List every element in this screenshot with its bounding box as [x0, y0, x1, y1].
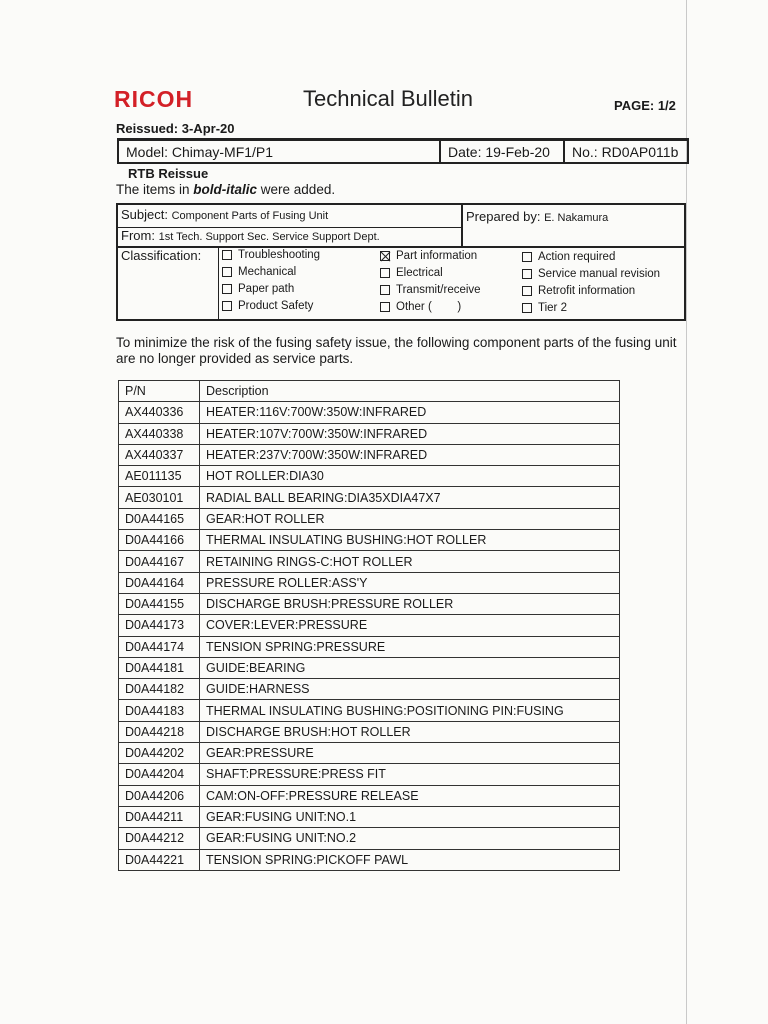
table-row [119, 466, 620, 487]
table-row [119, 806, 620, 827]
checkbox-label: Electrical [396, 267, 443, 279]
checked-box-icon [380, 251, 390, 261]
prepared-value: E. Nakamura [544, 212, 609, 224]
part-number-cell: D0A44182 [119, 679, 200, 700]
table-row [119, 828, 620, 849]
table-row [119, 572, 620, 593]
subject-value: Component Parts of Fusing Unit [171, 210, 329, 222]
note-prefix: The items in [116, 182, 194, 197]
checkbox-paper-path[interactable] [222, 283, 294, 295]
divider [461, 205, 463, 247]
column-header-pn: P/N [119, 381, 200, 402]
table-header-row [119, 381, 620, 402]
part-number-cell: AE011135 [119, 466, 200, 487]
part-description-cell: TENSION SPRING:PRESSURE [200, 636, 620, 657]
checkbox-label: Part information [396, 250, 478, 262]
checkbox-label: Tier 2 [538, 302, 567, 314]
part-description-cell: SHAFT:PRESSURE:PRESS FIT [200, 764, 620, 785]
checkbox-service-manual-revision[interactable] [522, 268, 660, 280]
part-number-cell: D0A44166 [119, 530, 200, 551]
table-row [119, 615, 620, 636]
part-number-cell: D0A44202 [119, 743, 200, 764]
table-row [119, 721, 620, 742]
part-number-cell: AX440337 [119, 444, 200, 465]
checkbox-other[interactable] [380, 301, 461, 313]
part-number-cell: D0A44212 [119, 828, 200, 849]
checkbox-icon [380, 268, 390, 278]
parts-table-body [119, 402, 620, 871]
table-row [119, 764, 620, 785]
part-number-cell: D0A44211 [119, 806, 200, 827]
table-row [119, 785, 620, 806]
part-description-cell: DISCHARGE BRUSH:HOT ROLLER [200, 721, 620, 742]
model-info-row [117, 138, 689, 164]
subject-label: Subject: [121, 207, 168, 222]
part-description-cell: TENSION SPRING:PICKOFF PAWL [200, 849, 620, 870]
part-number-cell: D0A44165 [119, 508, 200, 529]
subject-box [116, 203, 686, 321]
part-description-cell: HEATER:237V:700W:350W:INFRARED [200, 444, 620, 465]
parts-table [118, 380, 620, 871]
checkbox-tier-2[interactable] [522, 302, 567, 314]
checkbox-troubleshooting[interactable] [222, 249, 320, 261]
part-number-cell: D0A44206 [119, 785, 200, 806]
part-number-cell: D0A44173 [119, 615, 200, 636]
part-description-cell: GEAR:FUSING UNIT:NO.2 [200, 828, 620, 849]
table-row [119, 423, 620, 444]
part-description-cell: THERMAL INSULATING BUSHING:POSITIONING PIN:FUSING [200, 700, 620, 721]
checkbox-action-required[interactable] [522, 251, 615, 263]
checkbox-label: Transmit/receive [396, 284, 481, 296]
part-number-cell: D0A44183 [119, 700, 200, 721]
checkbox-label: Other ( ) [396, 301, 462, 313]
part-description-cell: GEAR:HOT ROLLER [200, 508, 620, 529]
part-description-cell: THERMAL INSULATING BUSHING:HOT ROLLER [200, 530, 620, 551]
part-description-cell: PRESSURE ROLLER:ASS'Y [200, 572, 620, 593]
prepared-by-field [466, 209, 608, 224]
checkbox-icon [522, 252, 532, 262]
table-row [119, 508, 620, 529]
checkbox-label: Product Safety [238, 300, 314, 312]
table-row [119, 593, 620, 614]
checkbox-transmit-receive[interactable] [380, 284, 481, 296]
checkbox-mechanical[interactable] [222, 266, 296, 278]
part-description-cell: GUIDE:BEARING [200, 657, 620, 678]
table-row [119, 402, 620, 423]
checkbox-label: Troubleshooting [238, 249, 321, 261]
checkbox-icon [522, 303, 532, 313]
checkbox-label: Retrofit information [538, 285, 636, 297]
checkbox-label: Action required [538, 251, 616, 263]
ricoh-logo: RICOH [114, 86, 194, 112]
part-description-cell: HOT ROLLER:DIA30 [200, 466, 620, 487]
bulletin-number-cell: No.: RD0AP011b [572, 143, 679, 160]
checkbox-icon [522, 286, 532, 296]
part-number-cell: AX440336 [119, 402, 200, 423]
divider [118, 246, 684, 248]
part-description-cell: DISCHARGE BRUSH:PRESSURE ROLLER [200, 593, 620, 614]
prepared-label: Prepared by: [466, 209, 541, 224]
classification-label: Classification: [121, 248, 202, 263]
part-number-cell: D0A44155 [119, 593, 200, 614]
table-row [119, 743, 620, 764]
checkbox-electrical[interactable] [380, 267, 443, 279]
part-description-cell: GEAR:PRESSURE [200, 743, 620, 764]
part-number-cell: D0A44221 [119, 849, 200, 870]
part-number-cell: D0A44174 [119, 636, 200, 657]
checkbox-icon [222, 267, 232, 277]
note-suffix: were added. [257, 182, 336, 197]
part-description-cell: GEAR:FUSING UNIT:NO.1 [200, 806, 620, 827]
reissued-date: Reissued: 3-Apr-20 [116, 121, 235, 136]
date-cell: Date: 19-Feb-20 [441, 141, 565, 162]
rtb-note [116, 182, 335, 197]
part-number-cell: AE030101 [119, 487, 200, 508]
checkbox-label: Mechanical [238, 266, 297, 278]
part-number-cell: AX440338 [119, 423, 200, 444]
part-number-cell: D0A44204 [119, 764, 200, 785]
checkbox-icon [380, 285, 390, 295]
table-row [119, 636, 620, 657]
checkbox-icon [522, 269, 532, 279]
checkbox-retrofit-information[interactable] [522, 285, 635, 297]
table-row [119, 679, 620, 700]
table-row [119, 530, 620, 551]
part-description-cell: RETAINING RINGS-C:HOT ROLLER [200, 551, 620, 572]
table-row [119, 551, 620, 572]
note-emphasis: bold-italic [193, 182, 258, 197]
page-number: PAGE: 1/2 [614, 98, 676, 113]
part-number-cell: D0A44181 [119, 657, 200, 678]
table-row [119, 487, 620, 508]
table-row [119, 444, 620, 465]
part-description-cell: COVER:LEVER:PRESSURE [200, 615, 620, 636]
checkbox-icon [380, 302, 390, 312]
part-description-cell: HEATER:116V:700W:350W:INFRARED [200, 402, 620, 423]
part-number-cell: D0A44167 [119, 551, 200, 572]
intro-paragraph: To minimize the risk of the fusing safety issue, the following component parts of the fusing unit are no longer provided as service parts. [116, 335, 677, 366]
table-row [119, 657, 620, 678]
table-row [119, 849, 620, 870]
page-title: Technical Bulletin [303, 86, 473, 111]
from-value: 1st Tech. Support Sec. Service Support Dept. [158, 231, 380, 243]
rtb-heading: RTB Reissue [128, 166, 209, 181]
checkbox-icon [222, 301, 232, 311]
model-cell: Model: Chimay-MF1/P1 [119, 141, 441, 162]
part-description-cell: CAM:ON-OFF:PRESSURE RELEASE [200, 785, 620, 806]
divider [218, 247, 219, 321]
checkbox-icon [222, 284, 232, 294]
part-description-cell: GUIDE:HARNESS [200, 679, 620, 700]
part-number-cell: D0A44218 [119, 721, 200, 742]
column-header-description: Description [200, 381, 620, 402]
checkbox-label: Service manual revision [538, 268, 661, 280]
checkbox-label: Paper path [238, 283, 295, 295]
part-description-cell: HEATER:107V:700W:350W:INFRARED [200, 423, 620, 444]
checkbox-icon [222, 250, 232, 260]
subject-field [121, 207, 328, 222]
checkbox-product-safety[interactable] [222, 300, 313, 312]
from-label: From: [121, 228, 155, 243]
checkbox-part-information[interactable] [380, 250, 477, 262]
part-description-cell: RADIAL BALL BEARING:DIA35XDIA47X7 [200, 487, 620, 508]
table-row [119, 700, 620, 721]
part-number-cell: D0A44164 [119, 572, 200, 593]
from-field [121, 228, 380, 243]
